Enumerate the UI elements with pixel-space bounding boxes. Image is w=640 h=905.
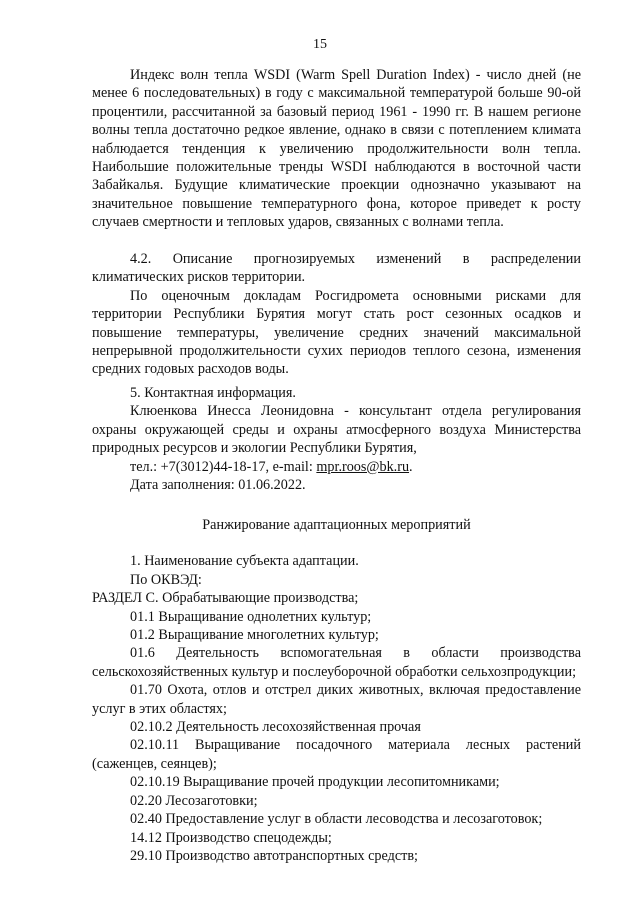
contacts-phone: тел.: +7(3012)44-18-17, e-mail: xyxy=(130,458,317,475)
okved-code-item: 01.6 Деятельность вспомогательная в области производства сельскохозяйственных культур и послеуборочной обработки сельхозпродукции; xyxy=(92,645,581,680)
contacts-phone-suffix: . xyxy=(409,458,413,475)
okved-code-item: 01.2 Выращивание многолетних культур; xyxy=(130,627,379,644)
section-ranking xyxy=(92,508,581,865)
contacts-date: Дата заполнения: 01.06.2022. xyxy=(130,477,306,494)
okved-section: РАЗДЕЛ С. Обрабатывающие производства; xyxy=(92,590,359,607)
section-contacts xyxy=(92,384,581,494)
section-4-2-heading: 4.2. Описание прогнозируемых изменений в распределении климатических рисков территории. xyxy=(92,251,581,286)
okved-code-item: 02.20 Лесозаготовки; xyxy=(130,792,258,809)
okved-code-item: 01.1 Выращивание однолетних культур; xyxy=(130,608,372,625)
section-4-2-paragraph: По оценочным докладам Росгидромета основными рисками для территории Республики Бурятия могут стать рост сезонных осадков и повышение температуры, увеличение средних значений максимальной непрерывной продолжительности сухих периодов теплого сезона, изменения средних годовых расходов воды. xyxy=(92,287,581,378)
okved-code-item: 29.10 Производство автотранспортных средств; xyxy=(130,847,418,864)
okved-code-item: 02.10.11 Выращивание посадочного материала лесных растений (саженцев, сеянцев); xyxy=(92,737,581,772)
page-number: 15 xyxy=(313,37,327,52)
wsdi-paragraph: Индекс волн тепла WSDI (Warm Spell Duration Index) - число дней (не менее 6 последовательных) в году с максимальной температурой больше 90-ой процентили, рассчитанной за базовый период 1961 - 1990 гг. В нашем регионе волны тепла достаточно редкое явление, однако в связи с потеплением климата наблюдается тенденция к увеличению продолжительности волн тепла. Наибольшие положительные тренды WSDI наблюдаются в восточной части Забайкалья. Будущие климатические проекции однозначно указывают на значительное повышение температурного фона, которое приведет к росту случаев смертности и тепловых ударов, связанных с волнами тепла. xyxy=(92,67,581,231)
contacts-phone-line xyxy=(92,458,581,476)
contacts-person: Клюенкова Инесса Леонидовна - консультант отдела регулирования охраны окружающей среды и охраны атмосферного воздуха Министерства природных ресурсов и экологии Республики Бурятия, xyxy=(92,403,581,457)
okved-code-item: 02.40 Предоставление услуг в области лесоводства и лесозаготовок; xyxy=(130,811,543,828)
section-4-2 xyxy=(92,250,581,379)
email-link[interactable]: mpr.roos@bk.ru xyxy=(316,458,410,475)
okved-code-item: 14.12 Производство спецодежды; xyxy=(130,829,332,846)
okved-code-item: 01.70 Охота, отлов и отстрел диких животных, включая предоставление услуг в этих областях; xyxy=(92,682,581,717)
section-wsdi xyxy=(92,66,581,232)
ranking-item-1: 1. Наименование субъекта адаптации. xyxy=(130,553,359,570)
okved-label: По ОКВЭД: xyxy=(130,571,202,588)
ranking-title: Ранжирование адаптационных мероприятий xyxy=(202,517,471,533)
contacts-heading: 5. Контактная информация. xyxy=(130,385,296,401)
okved-code-item: 02.10.19 Выращивание прочей продукции лесопитомниками; xyxy=(130,774,500,791)
okved-code-item: 02.10.2 Деятельность лесохозяйственная прочая xyxy=(130,719,421,736)
